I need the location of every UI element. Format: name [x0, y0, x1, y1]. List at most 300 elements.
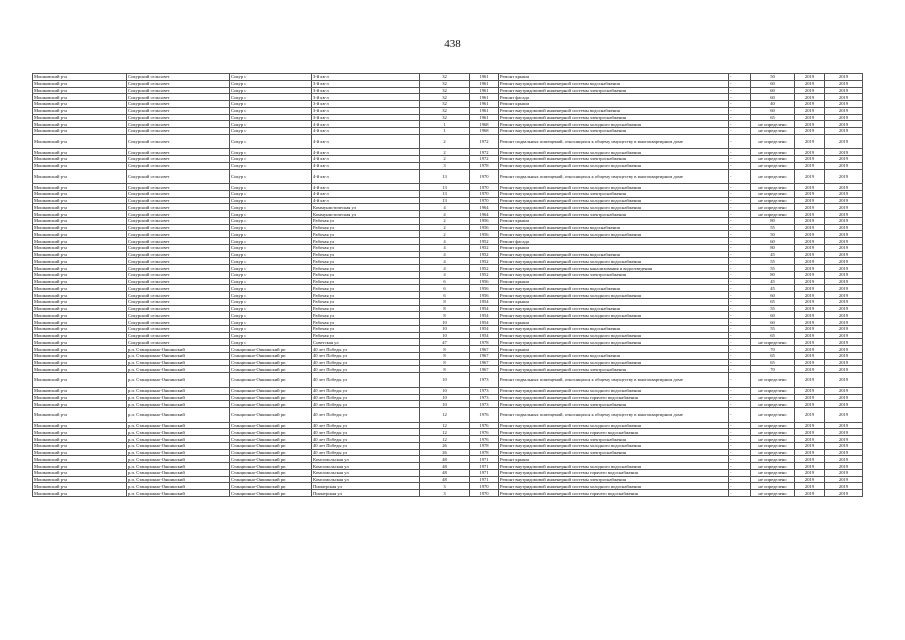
- settlement-cell: Сокур с: [230, 332, 312, 339]
- street-cell: 3-й кв-л: [312, 87, 420, 94]
- build-year-cell: 1971: [470, 476, 499, 483]
- settlement-cell: Сокур с: [230, 285, 312, 292]
- street-cell: 40 лет Победы ул: [312, 422, 420, 429]
- settlement-cell: Сокур с: [230, 292, 312, 299]
- end-year-cell: 2019: [825, 238, 863, 245]
- start-year-cell: 2019: [795, 436, 825, 443]
- council-cell: р.п. Станционно-Ояшинский: [127, 436, 230, 443]
- settlement-cell: Сокур с: [230, 265, 312, 272]
- district-cell: Мошковский р-н: [33, 217, 127, 224]
- table-row: [33, 463, 863, 470]
- street-cell: 40 лет Победы ул: [312, 346, 420, 353]
- cost-cell: не определено: [751, 134, 795, 149]
- start-year-cell: 2019: [795, 394, 825, 401]
- settlement-cell: Станционно-Ояшинский рп: [230, 394, 312, 401]
- work-type-cell: Ремонт внутридомовой инженерной системы холодного водоснабжения: [499, 442, 729, 449]
- end-year-cell: 2019: [825, 366, 863, 373]
- table-row: [33, 456, 863, 463]
- house-number-cell: 10: [420, 332, 470, 339]
- cost-cell: 55: [751, 258, 795, 265]
- house-number-cell: 4: [420, 204, 470, 211]
- start-year-cell: 2019: [795, 292, 825, 299]
- street-cell: 4-й кв-л: [312, 169, 420, 184]
- build-year-cell: 1978: [470, 162, 499, 169]
- start-year-cell: 2019: [795, 456, 825, 463]
- dash-cell: -: [729, 366, 751, 373]
- council-cell: Сокурский сельсовет: [127, 80, 230, 87]
- house-number-cell: 3: [420, 490, 470, 497]
- cost-cell: не определено: [751, 121, 795, 128]
- street-cell: 4-й кв-л: [312, 121, 420, 128]
- build-year-cell: 1972: [470, 156, 499, 163]
- dash-cell: -: [729, 429, 751, 436]
- settlement-cell: Сокур с: [230, 128, 312, 135]
- table-row: [33, 265, 863, 272]
- work-type-cell: Ремонт внутридомовой инженерной системы холодного водоснабжения: [499, 231, 729, 238]
- build-year-cell: 1956: [470, 292, 499, 299]
- end-year-cell: 2019: [825, 149, 863, 156]
- council-cell: р.п. Станционно-Ояшинский: [127, 401, 230, 408]
- table-row: [33, 442, 863, 449]
- dash-cell: -: [729, 483, 751, 490]
- work-type-cell: Ремонт подвальных помещений, относящихся к общему имуществу в многоквартирном доме: [499, 169, 729, 184]
- end-year-cell: 2019: [825, 156, 863, 163]
- district-cell: Мошковский р-н: [33, 149, 127, 156]
- dash-cell: -: [729, 312, 751, 319]
- start-year-cell: 2019: [795, 169, 825, 184]
- house-number-cell: 32: [420, 107, 470, 114]
- end-year-cell: 2019: [825, 394, 863, 401]
- work-type-cell: Ремонт внутридомовой инженерной системы электроснабжения: [499, 190, 729, 197]
- build-year-cell: 1961: [470, 87, 499, 94]
- district-cell: Мошковский р-н: [33, 469, 127, 476]
- settlement-cell: Сокур с: [230, 107, 312, 114]
- table-row: [33, 332, 863, 339]
- cost-cell: 55: [751, 305, 795, 312]
- table-row: [33, 373, 863, 388]
- work-type-cell: Ремонт внутридомовой инженерной системы электроснабжения: [499, 476, 729, 483]
- repair-schedule-table: [32, 73, 862, 497]
- end-year-cell: 2019: [825, 449, 863, 456]
- district-cell: Мошковский р-н: [33, 305, 127, 312]
- build-year-cell: 1954: [470, 312, 499, 319]
- end-year-cell: 2019: [825, 265, 863, 272]
- house-number-cell: 10: [420, 394, 470, 401]
- table-row: [33, 325, 863, 332]
- table-row: [33, 128, 863, 135]
- settlement-cell: Сокур с: [230, 87, 312, 94]
- dash-cell: -: [729, 244, 751, 251]
- end-year-cell: 2019: [825, 94, 863, 101]
- cost-cell: не определено: [751, 408, 795, 423]
- build-year-cell: 1978: [470, 442, 499, 449]
- district-cell: Мошковский р-н: [33, 442, 127, 449]
- house-number-cell: 10: [420, 325, 470, 332]
- street-cell: Рабочая ул: [312, 217, 420, 224]
- end-year-cell: 2019: [825, 190, 863, 197]
- council-cell: Сокурский сельсовет: [127, 319, 230, 326]
- dash-cell: -: [729, 149, 751, 156]
- work-type-cell: Ремонт внутридомовой инженерной системы водоснабжения: [499, 251, 729, 258]
- end-year-cell: 2019: [825, 352, 863, 359]
- start-year-cell: 2019: [795, 149, 825, 156]
- cost-cell: 60: [751, 292, 795, 299]
- district-cell: Мошковский р-н: [33, 346, 127, 353]
- end-year-cell: 2019: [825, 278, 863, 285]
- build-year-cell: 1971: [470, 456, 499, 463]
- build-year-cell: 1961: [470, 94, 499, 101]
- house-number-cell: 8: [420, 346, 470, 353]
- work-type-cell: Ремонт внутридомовой инженерной системы электроснабжения: [499, 128, 729, 135]
- council-cell: Сокурский сельсовет: [127, 298, 230, 305]
- council-cell: Сокурский сельсовет: [127, 224, 230, 231]
- district-cell: Мошковский р-н: [33, 231, 127, 238]
- table-row: [33, 94, 863, 101]
- district-cell: Мошковский р-н: [33, 87, 127, 94]
- start-year-cell: 2019: [795, 244, 825, 251]
- build-year-cell: 1961: [470, 114, 499, 121]
- table-row: [33, 339, 863, 346]
- street-cell: Рабочая ул: [312, 231, 420, 238]
- house-number-cell: 2: [420, 217, 470, 224]
- house-number-cell: 1: [420, 128, 470, 135]
- dash-cell: -: [729, 332, 751, 339]
- settlement-cell: Сокур с: [230, 149, 312, 156]
- end-year-cell: 2019: [825, 387, 863, 394]
- work-type-cell: Ремонт внутридомовой инженерной системы водоснабжения: [499, 325, 729, 332]
- dash-cell: -: [729, 80, 751, 87]
- house-number-cell: 8: [420, 298, 470, 305]
- build-year-cell: 1971: [470, 469, 499, 476]
- work-type-cell: Ремонт внутридомовой инженерной системы холодного водоснабжения: [499, 197, 729, 204]
- settlement-cell: Станционно-Ояшинский рп: [230, 476, 312, 483]
- dash-cell: -: [729, 101, 751, 108]
- work-type-cell: Ремонт внутридомовой инженерной системы холодного водоснабжения: [499, 483, 729, 490]
- start-year-cell: 2019: [795, 490, 825, 497]
- build-year-cell: 1952: [470, 238, 499, 245]
- cost-cell: 80: [751, 217, 795, 224]
- end-year-cell: 2019: [825, 134, 863, 149]
- dash-cell: -: [729, 469, 751, 476]
- work-type-cell: Ремонт крыши: [499, 74, 729, 81]
- dash-cell: -: [729, 74, 751, 81]
- council-cell: Сокурский сельсовет: [127, 285, 230, 292]
- council-cell: р.п. Станционно-Ояшинский: [127, 408, 230, 423]
- district-cell: Мошковский р-н: [33, 298, 127, 305]
- settlement-cell: Сокур с: [230, 251, 312, 258]
- build-year-cell: 1967: [470, 346, 499, 353]
- build-year-cell: 1973: [470, 394, 499, 401]
- start-year-cell: 2019: [795, 107, 825, 114]
- dash-cell: -: [729, 456, 751, 463]
- house-number-cell: 48: [420, 463, 470, 470]
- cost-cell: не определено: [751, 490, 795, 497]
- house-number-cell: 48: [420, 469, 470, 476]
- cost-cell: не определено: [751, 156, 795, 163]
- build-year-cell: 1970: [470, 197, 499, 204]
- settlement-cell: Станционно-Ояшинский рп: [230, 387, 312, 394]
- dash-cell: -: [729, 231, 751, 238]
- dash-cell: -: [729, 265, 751, 272]
- build-year-cell: 1970: [470, 483, 499, 490]
- work-type-cell: Ремонт внутридомовой инженерной системы холодного водоснабжения: [499, 162, 729, 169]
- start-year-cell: 2019: [795, 463, 825, 470]
- end-year-cell: 2019: [825, 373, 863, 388]
- district-cell: Мошковский р-н: [33, 101, 127, 108]
- council-cell: Сокурский сельсовет: [127, 149, 230, 156]
- street-cell: 40 лет Победы ул: [312, 408, 420, 423]
- dash-cell: -: [729, 271, 751, 278]
- dash-cell: -: [729, 162, 751, 169]
- settlement-cell: Станционно-Ояшинский рп: [230, 359, 312, 366]
- end-year-cell: 2019: [825, 298, 863, 305]
- settlement-cell: Сокур с: [230, 121, 312, 128]
- table-row: [33, 346, 863, 353]
- street-cell: 3-й кв-л: [312, 107, 420, 114]
- build-year-cell: 1968: [470, 121, 499, 128]
- dash-cell: -: [729, 346, 751, 353]
- cost-cell: не определено: [751, 469, 795, 476]
- council-cell: р.п. Станционно-Ояшинский: [127, 387, 230, 394]
- council-cell: Сокурский сельсовет: [127, 204, 230, 211]
- street-cell: 3-й кв-л: [312, 80, 420, 87]
- settlement-cell: Станционно-Ояшинский рп: [230, 469, 312, 476]
- start-year-cell: 2019: [795, 339, 825, 346]
- cost-cell: не определено: [751, 456, 795, 463]
- table-row: [33, 244, 863, 251]
- house-number-cell: 4: [420, 258, 470, 265]
- dash-cell: -: [729, 325, 751, 332]
- build-year-cell: 1978: [470, 339, 499, 346]
- street-cell: Коммунистическая ул: [312, 204, 420, 211]
- dash-cell: -: [729, 292, 751, 299]
- build-year-cell: 1970: [470, 190, 499, 197]
- start-year-cell: 2019: [795, 87, 825, 94]
- table-row: [33, 319, 863, 326]
- build-year-cell: 1952: [470, 251, 499, 258]
- start-year-cell: 2019: [795, 128, 825, 135]
- district-cell: Мошковский р-н: [33, 401, 127, 408]
- end-year-cell: 2019: [825, 285, 863, 292]
- settlement-cell: Сокур с: [230, 169, 312, 184]
- build-year-cell: 1970: [470, 184, 499, 191]
- dash-cell: -: [729, 298, 751, 305]
- council-cell: р.п. Станционно-Ояшинский: [127, 352, 230, 359]
- start-year-cell: 2019: [795, 285, 825, 292]
- end-year-cell: 2019: [825, 339, 863, 346]
- work-type-cell: Ремонт внутридомовой инженерной системы электроснабжения: [499, 87, 729, 94]
- house-number-cell: 13: [420, 184, 470, 191]
- work-type-cell: Ремонт внутридомовой инженерной системы электроснабжения: [499, 211, 729, 218]
- dash-cell: -: [729, 258, 751, 265]
- street-cell: 4-й кв-л: [312, 134, 420, 149]
- district-cell: Мошковский р-н: [33, 80, 127, 87]
- cost-cell: 60: [751, 107, 795, 114]
- start-year-cell: 2019: [795, 121, 825, 128]
- end-year-cell: 2019: [825, 422, 863, 429]
- dash-cell: -: [729, 285, 751, 292]
- start-year-cell: 2019: [795, 305, 825, 312]
- district-cell: Мошковский р-н: [33, 463, 127, 470]
- street-cell: 40 лет Победы ул: [312, 373, 420, 388]
- end-year-cell: 2019: [825, 197, 863, 204]
- work-type-cell: Ремонт внутридомовой инженерной системы холодного водоснабжения: [499, 292, 729, 299]
- house-number-cell: 2: [420, 231, 470, 238]
- settlement-cell: Сокур с: [230, 94, 312, 101]
- street-cell: 3-й кв-л: [312, 74, 420, 81]
- work-type-cell: Ремонт подвальных помещений, относящихся к общему имуществу в многоквартирном доме: [499, 134, 729, 149]
- cost-cell: не определено: [751, 483, 795, 490]
- street-cell: Рабочая ул: [312, 224, 420, 231]
- cost-cell: не определено: [751, 401, 795, 408]
- dash-cell: -: [729, 394, 751, 401]
- cost-cell: не определено: [751, 190, 795, 197]
- street-cell: 4-й кв-л: [312, 156, 420, 163]
- cost-cell: 55: [751, 224, 795, 231]
- work-type-cell: Ремонт внутридомовой инженерной системы холодного водоснабжения: [499, 422, 729, 429]
- build-year-cell: 1961: [470, 74, 499, 81]
- dash-cell: -: [729, 128, 751, 135]
- build-year-cell: 1961: [470, 80, 499, 87]
- cost-cell: не определено: [751, 422, 795, 429]
- start-year-cell: 2019: [795, 197, 825, 204]
- start-year-cell: 2019: [795, 298, 825, 305]
- house-number-cell: 12: [420, 429, 470, 436]
- end-year-cell: 2019: [825, 442, 863, 449]
- work-type-cell: Ремонт крыши: [499, 346, 729, 353]
- work-type-cell: Ремонт крыши: [499, 278, 729, 285]
- dash-cell: -: [729, 359, 751, 366]
- council-cell: Сокурский сельсовет: [127, 87, 230, 94]
- district-cell: Мошковский р-н: [33, 476, 127, 483]
- district-cell: Мошковский р-н: [33, 211, 127, 218]
- council-cell: Сокурский сельсовет: [127, 339, 230, 346]
- cost-cell: 55: [751, 265, 795, 272]
- build-year-cell: 1964: [470, 211, 499, 218]
- start-year-cell: 2019: [795, 352, 825, 359]
- house-number-cell: 8: [420, 366, 470, 373]
- work-type-cell: Ремонт внутридомовой инженерной системы холодного водоснабжения: [499, 121, 729, 128]
- settlement-cell: Сокур с: [230, 204, 312, 211]
- table-body: [33, 74, 863, 497]
- work-type-cell: Ремонт крыши: [499, 244, 729, 251]
- end-year-cell: 2019: [825, 121, 863, 128]
- dash-cell: -: [729, 197, 751, 204]
- build-year-cell: 1976: [470, 436, 499, 443]
- table-row: [33, 312, 863, 319]
- cost-cell: не определено: [751, 387, 795, 394]
- build-year-cell: 1976: [470, 408, 499, 423]
- dash-cell: -: [729, 442, 751, 449]
- start-year-cell: 2019: [795, 325, 825, 332]
- settlement-cell: Сокур с: [230, 244, 312, 251]
- dash-cell: -: [729, 224, 751, 231]
- cost-cell: не определено: [751, 373, 795, 388]
- council-cell: Сокурский сельсовет: [127, 169, 230, 184]
- street-cell: Рабочая ул: [312, 238, 420, 245]
- district-cell: Мошковский р-н: [33, 408, 127, 423]
- end-year-cell: 2019: [825, 490, 863, 497]
- settlement-cell: Сокур с: [230, 339, 312, 346]
- table-row: [33, 238, 863, 245]
- settlement-cell: Станционно-Ояшинский рп: [230, 408, 312, 423]
- start-year-cell: 2019: [795, 80, 825, 87]
- district-cell: Мошковский р-н: [33, 429, 127, 436]
- council-cell: р.п. Станционно-Ояшинский: [127, 490, 230, 497]
- district-cell: Мошковский р-н: [33, 156, 127, 163]
- table-row: [33, 352, 863, 359]
- build-year-cell: 1954: [470, 332, 499, 339]
- work-type-cell: Ремонт внутридомовой инженерной системы холодного водоснабжения: [499, 359, 729, 366]
- dash-cell: -: [729, 169, 751, 184]
- start-year-cell: 2019: [795, 278, 825, 285]
- settlement-cell: Сокур с: [230, 162, 312, 169]
- street-cell: 4-й кв-л: [312, 197, 420, 204]
- start-year-cell: 2019: [795, 483, 825, 490]
- settlement-cell: Сокур с: [230, 190, 312, 197]
- house-number-cell: 6: [420, 285, 470, 292]
- dash-cell: -: [729, 422, 751, 429]
- house-number-cell: 10: [420, 319, 470, 326]
- street-cell: 40 лет Победы ул: [312, 442, 420, 449]
- build-year-cell: 1954: [470, 319, 499, 326]
- work-type-cell: Ремонт внутридомовой инженерной системы холодного водоснабжения: [499, 463, 729, 470]
- cost-cell: 50: [751, 74, 795, 81]
- house-number-cell: 48: [420, 476, 470, 483]
- cost-cell: не определено: [751, 436, 795, 443]
- cost-cell: 65: [751, 352, 795, 359]
- table-row: [33, 156, 863, 163]
- district-cell: Мошковский р-н: [33, 490, 127, 497]
- start-year-cell: 2019: [795, 204, 825, 211]
- district-cell: Мошковский р-н: [33, 114, 127, 121]
- district-cell: Мошковский р-н: [33, 184, 127, 191]
- district-cell: Мошковский р-н: [33, 436, 127, 443]
- house-number-cell: 4: [420, 238, 470, 245]
- district-cell: Мошковский р-н: [33, 265, 127, 272]
- house-number-cell: 32: [420, 87, 470, 94]
- council-cell: Сокурский сельсовет: [127, 244, 230, 251]
- council-cell: Сокурский сельсовет: [127, 251, 230, 258]
- cost-cell: 60: [751, 80, 795, 87]
- house-number-cell: 32: [420, 94, 470, 101]
- table-row: [33, 359, 863, 366]
- street-cell: Рабочая ул: [312, 285, 420, 292]
- end-year-cell: 2019: [825, 184, 863, 191]
- cost-cell: 65: [751, 114, 795, 121]
- build-year-cell: 1961: [470, 101, 499, 108]
- district-cell: Мошковский р-н: [33, 319, 127, 326]
- end-year-cell: 2019: [825, 332, 863, 339]
- district-cell: Мошковский р-н: [33, 134, 127, 149]
- settlement-cell: Сокур с: [230, 114, 312, 121]
- build-year-cell: 1972: [470, 134, 499, 149]
- district-cell: Мошковский р-н: [33, 387, 127, 394]
- street-cell: 40 лет Победы ул: [312, 401, 420, 408]
- table-row: [33, 87, 863, 94]
- end-year-cell: 2019: [825, 325, 863, 332]
- start-year-cell: 2019: [795, 442, 825, 449]
- dash-cell: -: [729, 408, 751, 423]
- settlement-cell: Сокур с: [230, 271, 312, 278]
- cost-cell: 65: [751, 298, 795, 305]
- house-number-cell: 2: [420, 134, 470, 149]
- work-type-cell: Ремонт внутридомовой инженерной системы горячего водоснабжения: [499, 490, 729, 497]
- street-cell: Рабочая ул: [312, 325, 420, 332]
- street-cell: Комсомольская ул: [312, 469, 420, 476]
- table-row: [33, 134, 863, 149]
- house-number-cell: 4: [420, 251, 470, 258]
